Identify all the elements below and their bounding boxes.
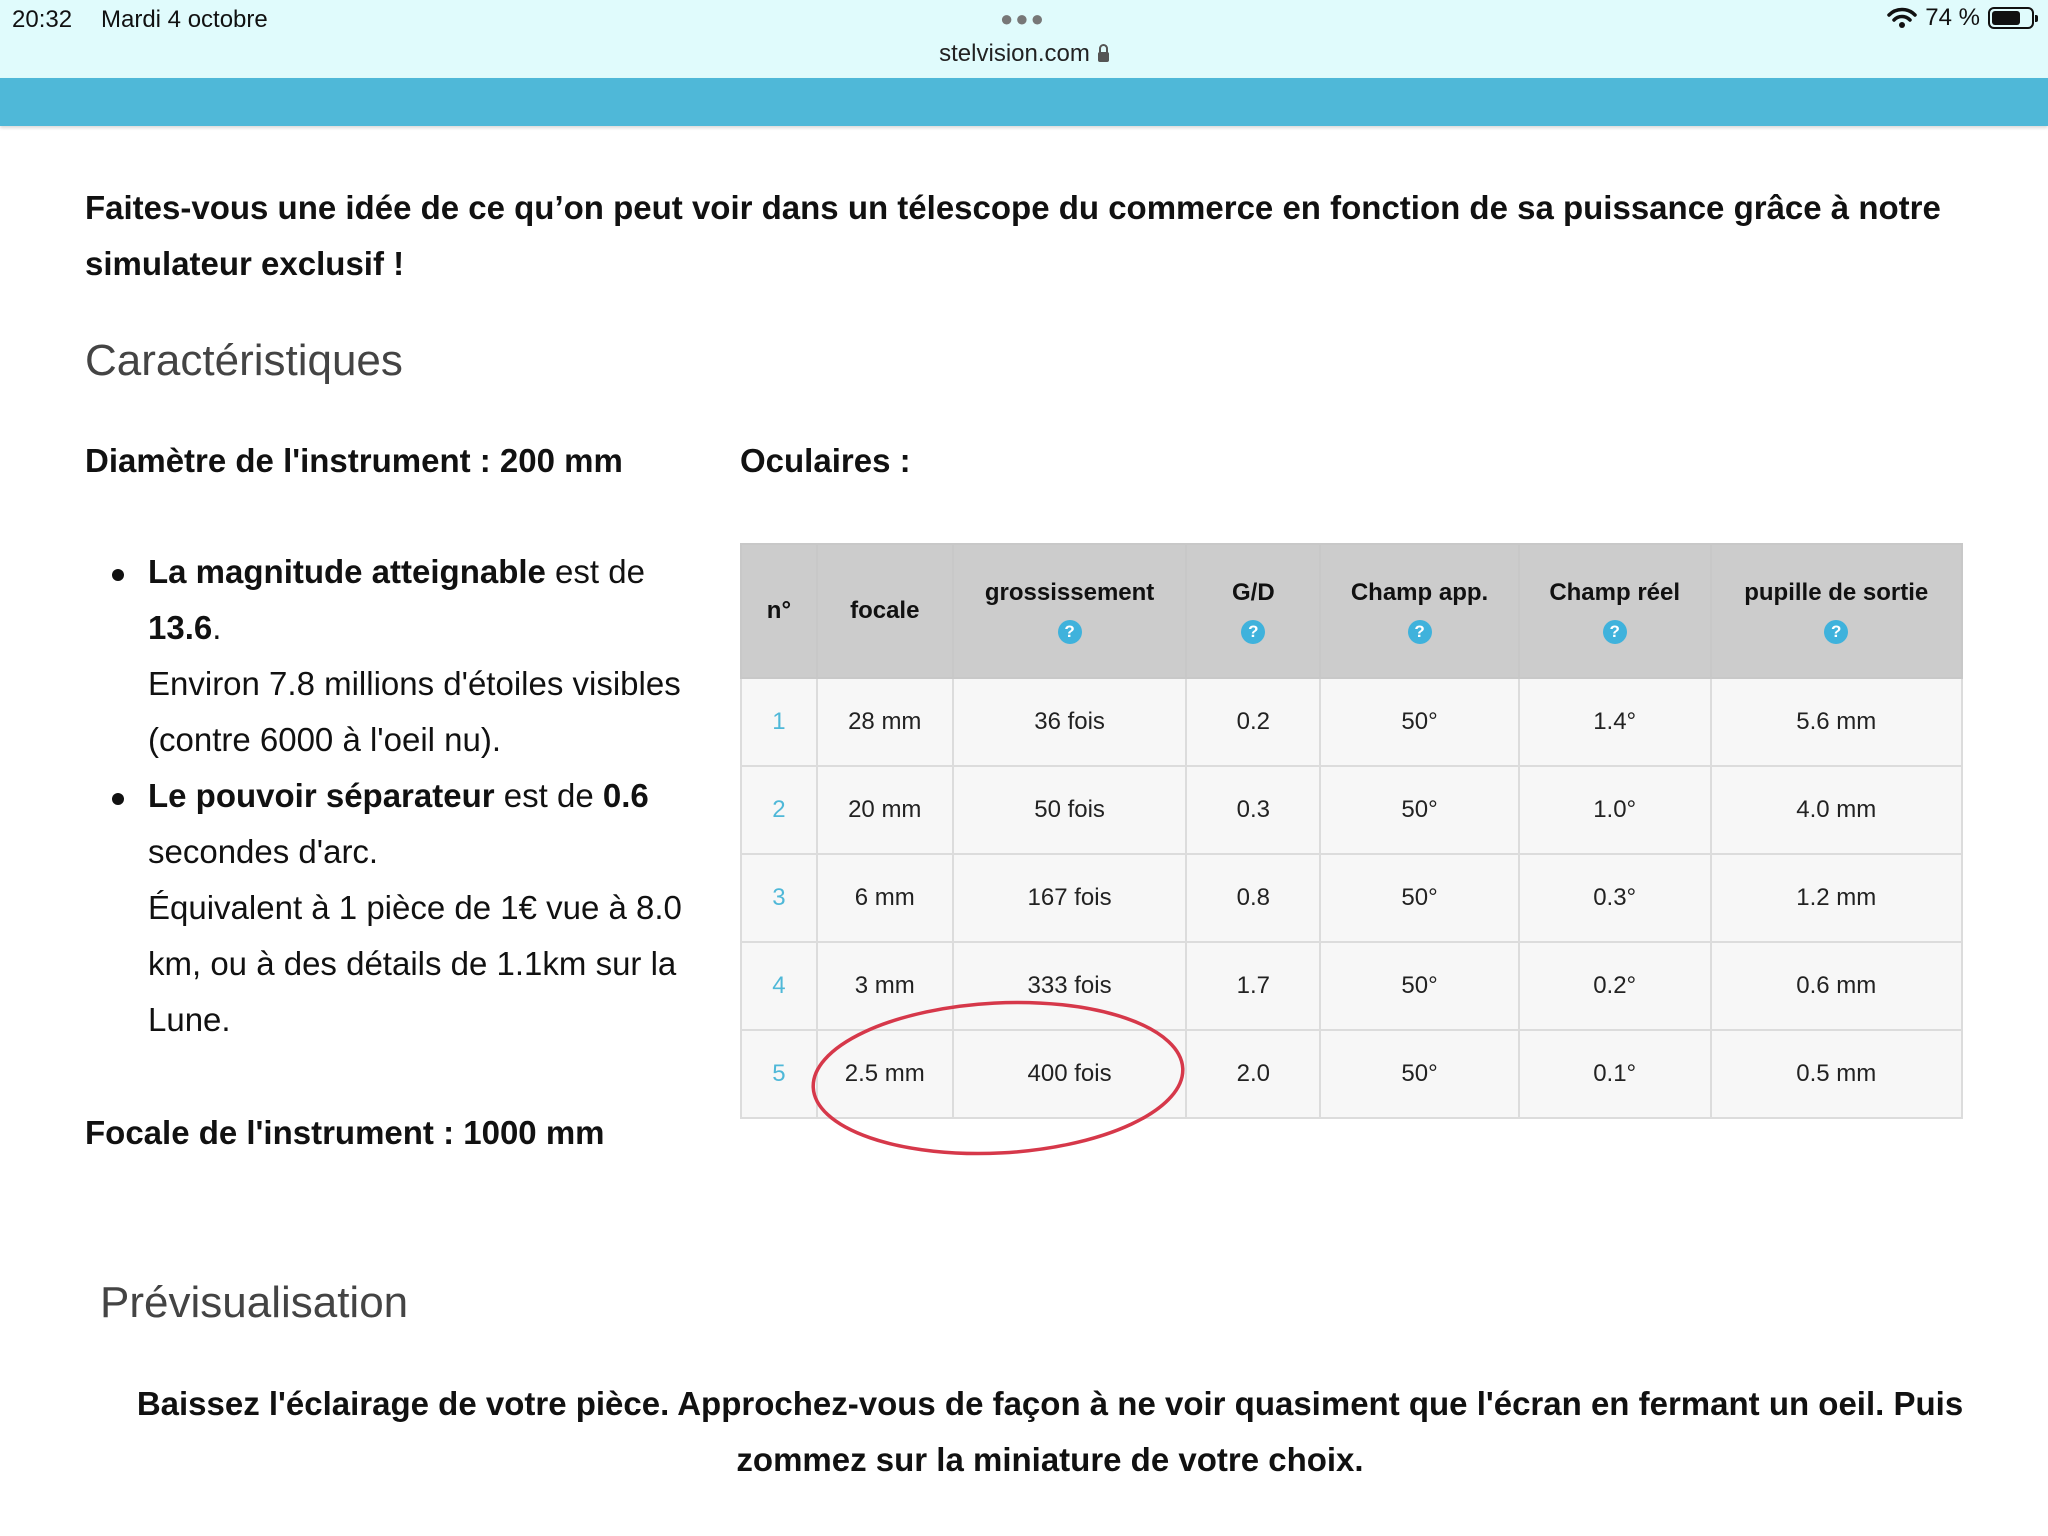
cell-gd: 0.3 bbox=[1186, 766, 1320, 854]
cell-magnification: 50 fois bbox=[953, 766, 1187, 854]
url-bar[interactable] bbox=[0, 40, 2048, 68]
table-row[interactable] bbox=[741, 854, 1962, 942]
eyepieces-heading: Oculaires : bbox=[740, 442, 911, 479]
table-header-row bbox=[741, 544, 1962, 678]
help-icon[interactable]: ? bbox=[1408, 620, 1432, 644]
status-bar bbox=[0, 0, 2048, 78]
cell-magnification: 36 fois bbox=[953, 678, 1187, 766]
header-magnification: grossissement ? bbox=[953, 544, 1187, 678]
cell-exit-pupil: 0.5 mm bbox=[1711, 1030, 1963, 1118]
cell-exit-pupil: 4.0 mm bbox=[1711, 766, 1963, 854]
cell-gd: 2.0 bbox=[1186, 1030, 1320, 1118]
table-row[interactable] bbox=[741, 942, 1962, 1030]
resolution-detail: Équivalent à 1 pièce de 1€ vue à 8.0 km, ou à des détails de 1.1km sur la Lune. bbox=[148, 889, 682, 1038]
cell-focal: 3 mm bbox=[817, 942, 953, 1030]
magnitude-detail: Environ 7.8 millions d'étoiles visibles (contre 6000 à l'oeil nu). bbox=[148, 665, 681, 758]
characteristics-heading: Caractéristiques bbox=[85, 336, 403, 385]
cell-exit-pupil: 5.6 mm bbox=[1711, 678, 1963, 766]
cell-magnification: 333 fois bbox=[953, 942, 1187, 1030]
wifi-icon bbox=[1887, 7, 1917, 29]
battery-fill bbox=[1992, 11, 2020, 25]
resolution-item bbox=[106, 768, 686, 1048]
instrument-stats bbox=[106, 544, 686, 1048]
table-row[interactable] bbox=[741, 678, 1962, 766]
cell-apparent-field: 50° bbox=[1320, 854, 1519, 942]
header-apparent-field: Champ app. ? bbox=[1320, 544, 1519, 678]
row-number[interactable]: 2 bbox=[741, 766, 817, 854]
more-dots-icon[interactable]: ●●● bbox=[1000, 6, 1046, 31]
cell-gd: 0.2 bbox=[1186, 678, 1320, 766]
battery-percent: 74 % bbox=[1925, 4, 1980, 31]
cell-focal: 20 mm bbox=[817, 766, 953, 854]
cell-apparent-field: 50° bbox=[1320, 678, 1519, 766]
cell-gd: 1.7 bbox=[1186, 942, 1320, 1030]
resolution-label: Le pouvoir séparateur bbox=[148, 777, 495, 814]
help-icon[interactable]: ? bbox=[1824, 620, 1848, 644]
row-number[interactable]: 3 bbox=[741, 854, 817, 942]
eyepiece-table bbox=[740, 543, 1963, 1119]
help-icon[interactable]: ? bbox=[1241, 620, 1265, 644]
preview-heading: Prévisualisation bbox=[100, 1278, 409, 1327]
magnitude-text: est de bbox=[545, 553, 645, 590]
cell-real-field: 0.3° bbox=[1519, 854, 1711, 942]
header-gd: G/D ? bbox=[1186, 544, 1320, 678]
table-row[interactable] bbox=[741, 1030, 1962, 1118]
cell-magnification: 400 fois bbox=[953, 1030, 1187, 1118]
cell-gd: 0.8 bbox=[1186, 854, 1320, 942]
preview-instructions: Baissez l'éclairage de votre pièce. Approchez-vous de façon à ne voir quasiment que l'écran en fermant un oeil. Puis zommez sur la miniature de votre choix. bbox=[136, 1385, 1964, 1478]
header-real-field: Champ réel ? bbox=[1519, 544, 1711, 678]
cell-real-field: 0.2° bbox=[1519, 942, 1711, 1030]
resolution-text: est de bbox=[494, 777, 603, 814]
diameter-label: Diamètre de l'instrument : 200 mm bbox=[85, 442, 623, 479]
table-row[interactable] bbox=[741, 766, 1962, 854]
header-exit-pupil: pupille de sortie ? bbox=[1711, 544, 1963, 678]
row-number[interactable]: 5 bbox=[741, 1030, 817, 1118]
cell-focal: 28 mm bbox=[817, 678, 953, 766]
site-header-bar bbox=[0, 78, 2048, 126]
magnitude-label: La magnitude atteignable bbox=[148, 553, 546, 590]
status-right bbox=[1887, 4, 2034, 32]
help-icon[interactable]: ? bbox=[1058, 620, 1082, 644]
intro-text: Faites-vous une idée de ce qu’on peut voir dans un télescope du commerce en fonction de sa puissance grâce à notre simulateur exclusif ! bbox=[85, 189, 1941, 282]
magnitude-item bbox=[106, 544, 686, 768]
row-number[interactable]: 1 bbox=[741, 678, 817, 766]
url-text: stelvision.com bbox=[939, 40, 1090, 67]
cell-real-field: 1.4° bbox=[1519, 678, 1711, 766]
magnitude-value: 13.6 bbox=[148, 609, 213, 646]
cell-apparent-field: 50° bbox=[1320, 1030, 1519, 1118]
focal-label: Focale de l'instrument : 1000 mm bbox=[85, 1114, 605, 1151]
row-number[interactable]: 4 bbox=[741, 942, 817, 1030]
help-icon[interactable]: ? bbox=[1603, 620, 1627, 644]
magnitude-period: . bbox=[212, 609, 222, 646]
status-date: Mardi 4 octobre bbox=[101, 6, 268, 33]
resolution-value: 0.6 bbox=[602, 777, 649, 814]
cell-apparent-field: 50° bbox=[1320, 942, 1519, 1030]
header-focal: focale bbox=[817, 544, 953, 678]
cell-real-field: 1.0° bbox=[1519, 766, 1711, 854]
cell-magnification: 167 fois bbox=[953, 854, 1187, 942]
lock-icon bbox=[1098, 52, 1109, 62]
header-number: n° bbox=[741, 544, 817, 678]
battery-icon bbox=[1988, 7, 2034, 29]
cell-apparent-field: 50° bbox=[1320, 766, 1519, 854]
cell-real-field: 0.1° bbox=[1519, 1030, 1711, 1118]
cell-focal: 2.5 mm bbox=[817, 1030, 953, 1118]
status-time: 20:32 bbox=[12, 6, 73, 33]
resolution-unit: secondes d'arc. bbox=[148, 833, 379, 870]
cell-exit-pupil: 0.6 mm bbox=[1711, 942, 1963, 1030]
cell-focal: 6 mm bbox=[817, 854, 953, 942]
cell-exit-pupil: 1.2 mm bbox=[1711, 854, 1963, 942]
